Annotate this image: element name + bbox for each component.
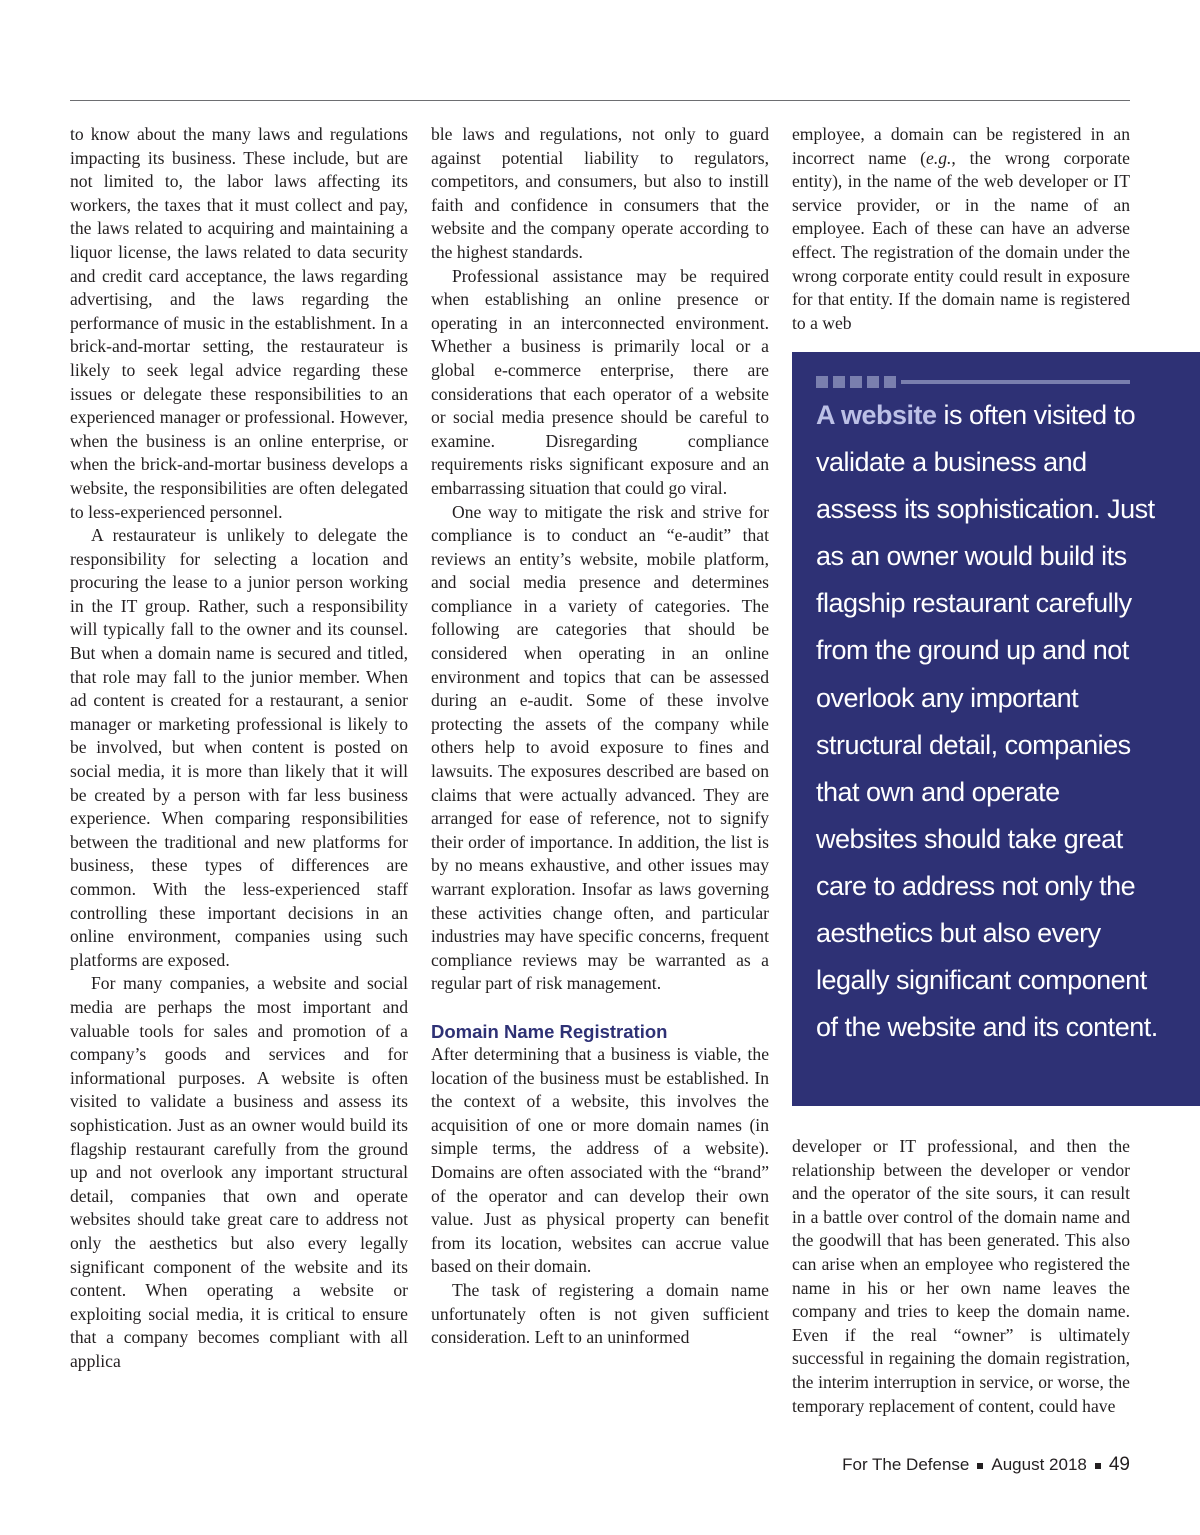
issue-date: August 2018 (991, 1455, 1087, 1474)
paragraph: For many companies, a website and social media are perhaps the most important and valuable tools for sales and promotion of a company’s goods and services and for informational purposes. A website is often visited to validate a business and assess its sophistication. Just as an owner would build its flagship restaurant carefully from the ground up and not overlook any important structural detail, companies that own and operate websites should take great care to address not only the aesthetics but also every legally significant component of the website and its content. When operating a website or exploiting social media, it is critical to ensure that a company becomes compliant with all applica (70, 973, 408, 1371)
paragraph: After determining that a business is viable, the location of the business must be established. In the context of a website, this involves the acquisition of one or more domain names (in simple terms, the address of a website). Domains are often associated with the “brand” of the operator and can develop their own value. Just as physical property can benefit from its location, websites can accrue value based on their domain. (431, 1043, 769, 1277)
publication-name: For The Defense (842, 1455, 970, 1474)
paragraph: ble laws and regulations, not only to guard against potential liability to regulators, competitors, and consumers, but also to instill faith and confidence in consumers that the website and the company operate according to the highest standards. (431, 124, 769, 262)
paragraph: to know about the many laws and regulations impacting its business. These include, but are not limited to, the labor laws affecting its workers, the taxes that it must collect and pay, the laws related to acquiring and maintaining a liquor license, the laws related to data security and credit card acceptance, the laws regarding advertising, and the laws regarding the performance of music in the establishment. In a brick-and-mortar setting, the restaurateur is likely to seek legal advice regarding these issues or delegate these responsibilities to an experienced manager or professional. However, when the business is an online enterprise, or when the brick-and-mortar business develops a website, the responsibilities are often delegated to less-experienced personnel. (70, 124, 408, 522)
decorative-line (901, 380, 1130, 384)
paragraph: developer or IT professional, and then the relationship between the developer or vendor and the operator of the site sours, it can result in a battle over control of the domain name and the goodwill that has been generated. This also can arise when an employee who registered the name in his or her own name leaves the company and tries to keep the domain name. Even if the real “owner” is ultimately successful in regaining the domain registration, the interim interruption in service, or worse, the temporary replacement of content, could have (792, 1136, 1130, 1416)
emphasis-text: e.g. (926, 147, 952, 168)
square-icon (850, 376, 862, 388)
text-column-2 (431, 123, 769, 1350)
top-rule (70, 100, 1130, 101)
paragraph (792, 123, 1130, 335)
bullet-icon (1095, 1463, 1101, 1469)
text-column-1 (70, 123, 408, 1373)
page-footer (842, 1454, 1130, 1476)
paragraph-text: , the wrong corporate entity), in the name of the web developer or IT service provider, or in the name of an employee. Each of these can have an adverse effect. The registration of the domain under the wrong corporate entity could result in exposure for that entity. If the domain name is registered to a web (792, 147, 1130, 333)
page-number: 49 (1108, 1454, 1130, 1475)
paragraph: One way to mitigate the risk and strive for compliance is to conduct an “e-audit” that reviews an entity’s website, mobile platform, and social media presence and determines compliance in a variety of categories. The following are categories that should be considered when operating in an online environment and topics that can be assessed during an e-audit. Some of these involve protecting the assets of the company while others help to avoid exposure to fines and lawsuits. The exposures described are based on claims that were actually advanced. They are arranged for ease of reference, not to signify their order of importance. In addition, the list is by no means exhaustive, and other issues may warrant exploration. Insofar as laws governing these activities change often, and particular industries may have specific concerns, frequent compliance reviews may be warranted as a regular part of risk management. (431, 501, 769, 994)
paragraph: A restaurateur is unlikely to delegate the responsibility for selecting a location and procuring the lease to a junior person working in the IT group. Rather, such a responsibility will typically fall to the owner and its counsel. But when a domain name is secured and titled, that role may fall to the junior member. When ad content is created for a restaurant, a senior manager or marketing professional is likely to be involved, but when content is posted on social media, it is more than likely that it will be created by a person with far less business experience. When comparing responsibilities between the traditional and new platforms for business, these types of differences are common. With the less-experienced staff controlling these important decisions in an online environment, companies using such platforms are exposed. (70, 525, 408, 970)
pull-quote-text (816, 392, 1166, 1051)
square-icon (816, 376, 828, 388)
pull-quote-box (792, 352, 1200, 1106)
section-heading: Domain Name Registration (431, 1020, 668, 1042)
paragraph: Professional assistance may be required when establishing an online presence or operating in an interconnected environment. Whether a business is primarily local or a global e-commerce enterprise, there are considerations that each operator of a website or social media presence should be careful to examine. Disregarding compliance requirements risks significant exposure and an embarrassing situation that could go viral. (431, 265, 769, 498)
pull-quote-body: is often visited to validate a business and assess its sophistication. Just as an owner would build its flagship restaurant carefully from the ground up and not overlook any important structural detail, companies that own and operate websites should take great care to address not only the aesthetics but also every legally significant component of the website and its content. (816, 400, 1158, 1043)
pull-quote-lead: A website (816, 400, 937, 430)
paragraph: The task of registering a domain name unfortunately often is not given sufficient consideration. Left to an uninformed (431, 1279, 769, 1348)
square-icon (867, 376, 879, 388)
bullet-icon (977, 1463, 983, 1469)
square-icon (884, 376, 896, 388)
pull-quote-decoration (816, 376, 1130, 388)
square-icon (833, 376, 845, 388)
paragraph-text: employee, a domain can be registered in an incorrect name ( (792, 124, 1130, 168)
text-column-3-top (792, 123, 1130, 335)
text-column-3-bottom (792, 1135, 1130, 1418)
